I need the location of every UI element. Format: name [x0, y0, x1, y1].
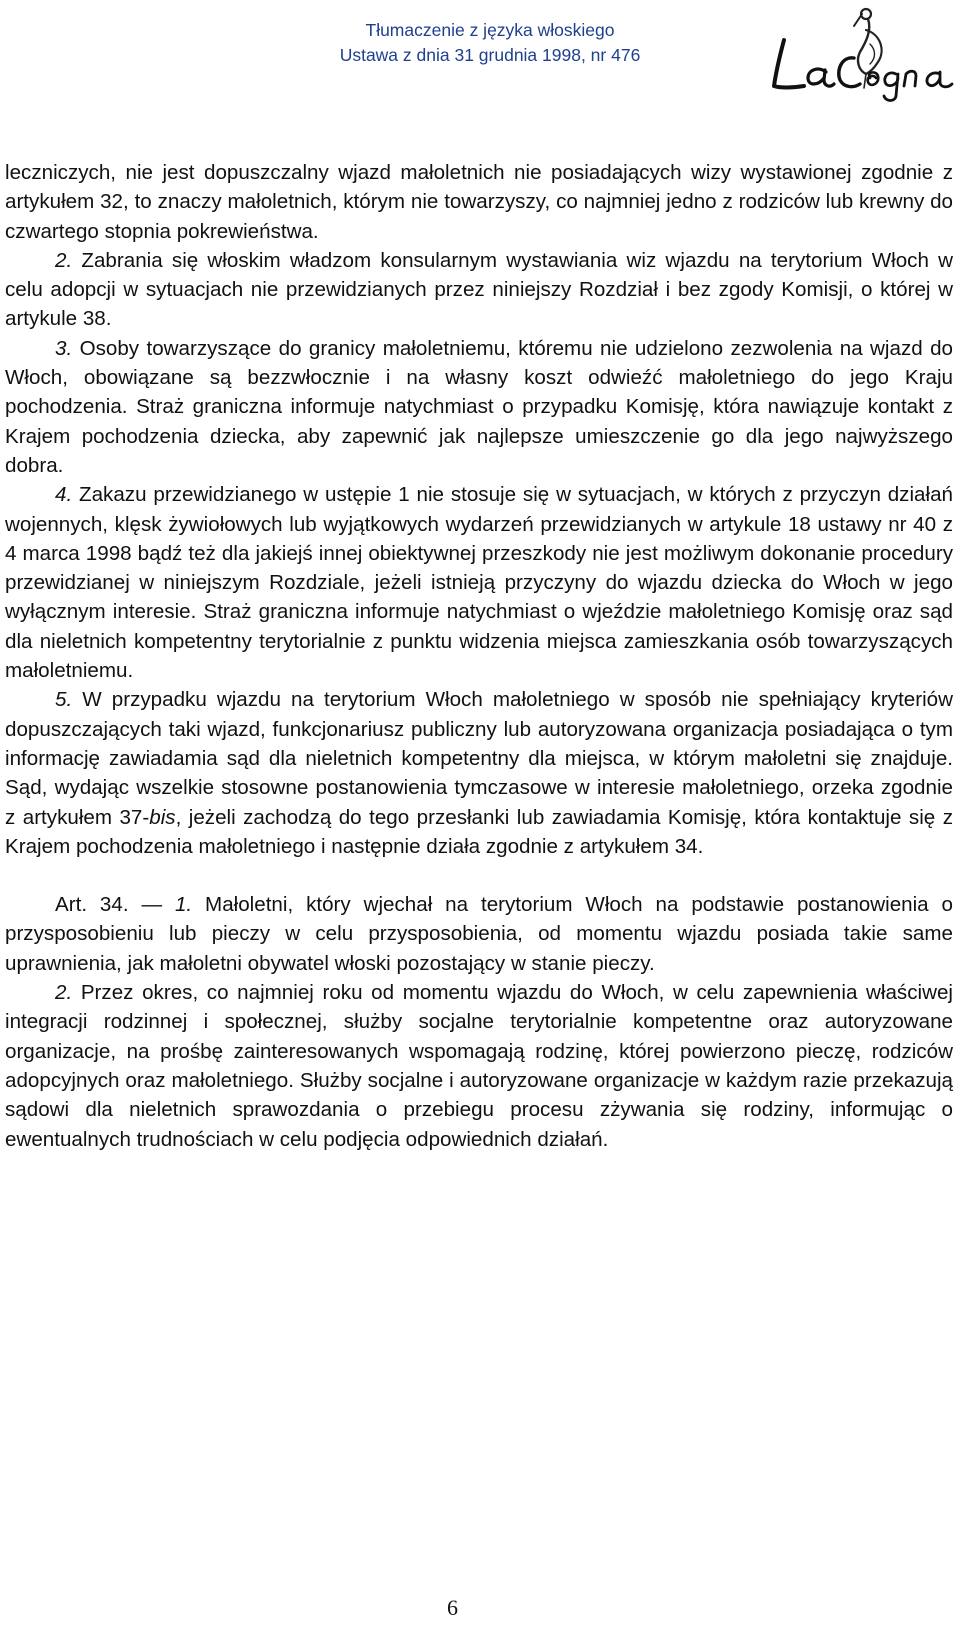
- italic-bis: bis: [149, 805, 176, 829]
- item-number: 3.: [55, 336, 73, 360]
- page-number: 6: [447, 1595, 458, 1620]
- document-header: [280, 18, 700, 68]
- header-law-reference: Ustawa z dnia 31 grudnia 1998, nr 476: [339, 45, 641, 65]
- article-34-item-1: Art. 34. — 1. Małoletni, który wjechał na terytorium Włoch na podstawie postanowienia o przysposobieniu lub pieczy w celu przysposobienia, od momentu wjazdu posiada takie same uprawnienia, jak małoletni obywatel włoski pozostający w stanie pieczy.: [5, 893, 953, 975]
- item-number: 1.: [174, 893, 193, 917]
- item-number: 5.: [55, 688, 73, 712]
- paragraph-continuation: leczniczych, nie jest dopuszczalny wjazd małoletnich nie posiadających wizy wystawionej zgodnie z artykułem 32, to znaczy małoletnich, którym nie towarzyszy, co najmniej jedno z rodziców lub krewny do czwartego stopnia pokrewieństwa.: [5, 161, 953, 243]
- article-34-item-2: 2. Przez okres, co najmniej roku od momentu wjazdu do Włoch, w celu zapewnienia właściwej integracji rodzinnej i społecznej, służby socjalne terytorialnie kompetentne oraz autoryzowane organizacje, na prośbę zainteresowanych wspomagają rodzinę, której powierzono pieczę, rodziców adopcyjnych oraz małoletniego. Służby socjalne i autoryzowane organizacje w każdym razie przekazują sądowi dla nieletnich sprawozdania o przebiegu procesu zżywania się rodziny, informując o ewentualnych trudnościach w celu podjęcia odpowiednich działań.: [5, 981, 953, 1151]
- item-number: 2.: [55, 981, 73, 1005]
- item-number: 4.: [55, 483, 73, 507]
- item-number: 2.: [55, 248, 73, 272]
- document-body: [5, 158, 953, 1154]
- paragraph-item-3: 3. Osoby towarzyszące do granicy małoletniemu, któremu nie udzielono zezwolenia na wjazd do Włoch, obowiązane są bezzwłocznie i na własny koszt odwieźć małoletniego do jego Kraju pochodzenia. Straż graniczna informuje natychmiast o przypadku Komisję, która nawiązuje kontakt z Krajem pochodzenia dziecka, aby zapewnić jak najlepsze umieszczenie go dla jego najwyższego dobra.: [5, 336, 953, 477]
- paragraph-item-2: 2. Zabrania się włoskim władzom konsularnym wystawiania wiz wjazdu na terytorium Włoch w celu adopcji w sytuacjach nie przewidzianych przez niniejszy Rozdział i bez zgody Komisji, o której w artykule 38.: [5, 248, 953, 331]
- header-translation-note: Tłumaczenie z języka włoskiego: [365, 20, 615, 40]
- la-cicogna-logo: [770, 0, 960, 105]
- article-heading: Art. 34. —: [55, 893, 175, 917]
- paragraph-item-5: 5. W przypadku wjazdu na terytorium Włoch małoletniego w sposób nie spełniający kryteriów dopuszczających taki wjazd, funkcjonariusz publiczny lub autoryzowana organizacja posiadająca o tym informację zawiadamia sąd dla nieletnich kompetentny dla miejsca, w którym małoletni się znajduje. Sąd, wydając wszelkie stosowne postanowienia tymczasowe w interesie małoletniego, orzeka zgodnie z artykułem 37-bis, jeżeli zachodzą do tego przesłanki lub zawiadamia Komisję, która kontaktuje się z Krajem pochodzenia małoletniego i następnie działa zgodnie z artykułem 34.: [5, 688, 953, 858]
- paragraph-item-4: 4. Zakazu przewidzianego w ustępie 1 nie stosuje się w sytuacjach, w których z przyczyn działań wojennych, klęsk żywiołowych lub wyjątkowych wydarzeń przewidzianych w artykule 18 ustawy nr 40 z 4 marca 1998 bądź też dla jakiejś innej obiektywnej przeszkody nie jest możliwym dokonanie procedury przewidzianej w niniejszym Rozdziale, jeżeli istnieją przyczyny do wjazdu dziecka do Włoch w jego wyłącznym interesie. Straż graniczna informuje natychmiast o wjeździe małoletniego Komisję oraz sąd dla nieletnich kompetentny terytorialnie z punktu widzenia miejsca zamieszkania osób towarzyszących małoletniemu.: [5, 483, 953, 683]
